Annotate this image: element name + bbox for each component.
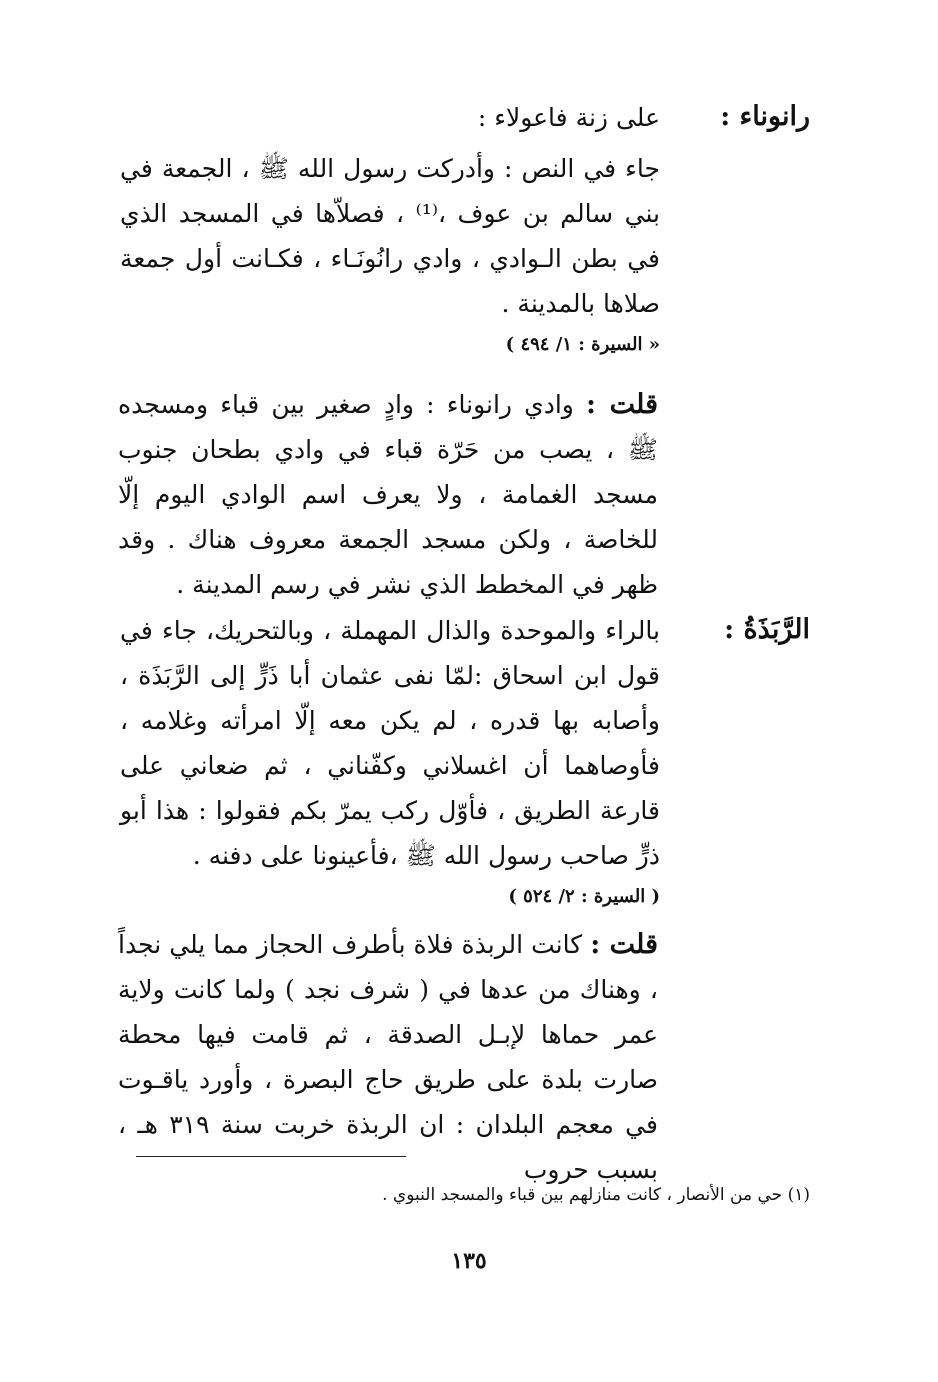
- entry-rabadha: [120, 608, 810, 907]
- page-number: ١٣٥: [451, 1248, 487, 1274]
- entry-intro: على زنة فاعولاء :: [477, 103, 660, 132]
- footnote-divider: [136, 1156, 406, 1157]
- note-label: قلت :: [590, 929, 658, 960]
- citation: ( السيرة : ٢/ ٥٢٤ ): [508, 886, 660, 907]
- entry-body: [120, 95, 660, 326]
- note-text: وادي رانوناء : وادٍ صغير بين قباء ومسجده ﷺ ، يصب من حَرّة قباء في وادي بطحان جنوب مسجد الغمامة ، ولا يعرف اسم الوادي اليوم إلّا للخاصة ، ولكن مسجد الجمعة معروف هناك . وقد ظهر في المخطط الذي نشر في رسم المدينة .: [118, 390, 658, 599]
- note-text: كانت الربذة فلاة بأطرف الحجاز مما يلي نجداً ، وهناك من عدها في ( شرف نجد ) ولما كانت ولاية عمر حماها لإبـل الصدقة ، ثم قامت فيها محطة صارت بلدة على طريق حاج البصرة ، وأورد ياقـوت في معجم البلدان : ان الربذة خربت سنة ٣١٩ هـ ، بسبب حروب: [118, 930, 658, 1184]
- note-ranuna: [118, 382, 658, 607]
- entry-ranuna: [120, 95, 810, 355]
- entry-text: بالراء والموحدة والذال المهملة ، وبالتحريك، جاء في قول ابن اسحاق :لمّا نفى عثمان أبا ذَرٍّ إلى الرَّبَذَة ، وأصابه بها قدره ، لم يكن معه إلّا امرأته وغلامه ، فأوصاهما أن اغسلاني وكفّناني ، ثم ضعاني على قارعة الطريق ، فأوّل ركب يمرّ بكم فقولوا : هذا أبو ذرٍّ صاحب رسول الله ﷺ ،فأعينونا على دفنه .: [120, 616, 660, 870]
- citation: « السيرة : ١/ ٤٩٤ ): [505, 334, 660, 355]
- footnote: (١) حي من الأنصار ، كانت منازلهم بين قباء والمسجد النبوي .: [382, 1185, 810, 1205]
- note-rabadha: [118, 922, 658, 1192]
- entry-term: الرَّبَذَةُ :: [724, 614, 810, 645]
- entry-term: رانوناء :: [720, 101, 810, 132]
- note-label: قلت :: [586, 389, 658, 420]
- entry-text: جاء في النص : وأدركت رسول الله ﷺ ، الجمعة في بني سالم بن عوف ،⁽¹⁾ ، فصلاّها في المسجد الذي في بطن الـوادي ، وادي رانُونَـاء ، فكـانت أول جمعة صلاها بالمدينة .: [120, 154, 660, 318]
- entry-body: [120, 608, 660, 878]
